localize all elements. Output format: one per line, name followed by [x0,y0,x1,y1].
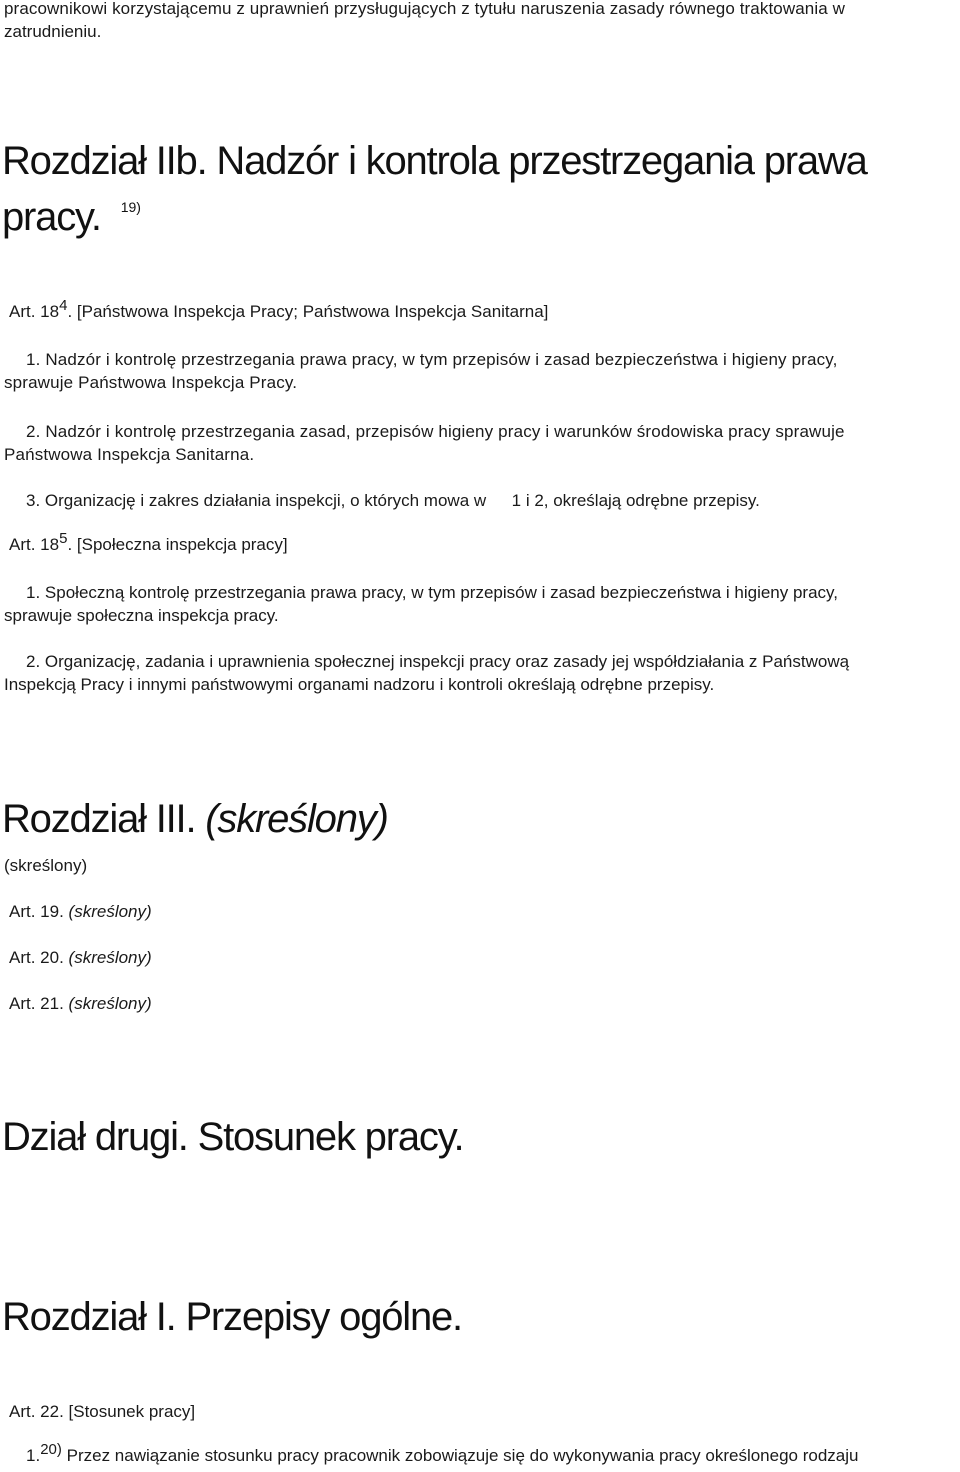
paragraph-text: Nadzór i kontrolę przestrzegania prawa pracy, w tym przepisów i zasad bezpieczeństwa i higieny pracy, [45,350,838,369]
article-number: Art. 19. [9,902,64,921]
paragraph-number: 2. [26,652,41,671]
paragraph [4,348,960,394]
article-heading [9,901,152,923]
intro-line-1: pracownikowi korzystającemu z uprawnień przysługujących z tytułu naruszenia zasady równego traktowania w [4,0,845,18]
paragraph-text: Organizację i zakres działania inspekcji, o których mowa w [44,491,487,510]
article-title: . [Społeczna inspekcja pracy] [67,535,288,554]
article-heading: Art. 22. [Stosunek pracy] [9,1402,196,1421]
deleted-note: (skreślony) [4,856,88,875]
article-deleted: (skreślony) [68,902,152,921]
article-heading [9,297,549,324]
chapter-title: Rozdział III. [2,797,196,841]
paragraph [4,650,960,696]
chapter-heading: Rozdział I. Przepisy ogólne. [2,1295,462,1339]
paragraph-text-cont: Inspekcją Pracy i innymi państwowymi organami nadzoru i kontroli określają odrębne przepisy. [4,675,715,694]
chapter-heading-line2: pracy. [2,195,101,239]
chapter-heading: Rozdział IIb. Nadzór i kontrola przestrzegania prawa [2,139,867,183]
paragraph-text-b: 1 i 2, określają odrębne przepisy. [511,491,760,510]
article-heading [9,530,288,557]
chapter-title-deleted: (skreślony) [205,797,388,841]
article-number: Art. 18 [9,302,60,321]
paragraph-text: Przez nawiązanie stosunku pracy pracownik zobowiązuje się do wykonywania pracy określonego rodzaju [66,1446,859,1465]
article-number: Art. 21. [9,994,64,1013]
paragraph-number: 3. [26,491,41,510]
article-deleted: (skreślony) [68,948,152,967]
chapter-heading [2,796,388,842]
article-title: . [Państwowa Inspekcja Pracy; Państwowa Inspekcja Sanitarna] [67,302,549,321]
division-heading: Dział drugi. Stosunek pracy. [2,1115,464,1159]
article-deleted: (skreślony) [68,994,152,1013]
paragraph [4,420,960,466]
intro-line-2: zatrudnieniu. [4,22,102,41]
article-heading [9,993,152,1015]
paragraph [4,1441,859,1468]
paragraph-text-cont: Państwowa Inspekcja Sanitarna. [4,445,255,464]
article-number: Art. 20. [9,948,64,967]
chapter-heading-cont [2,194,141,248]
paragraph-number: 2. [26,422,41,441]
footnote-ref[interactable]: 20) [40,1441,62,1458]
footnote-ref[interactable]: 19) [120,199,141,215]
paragraph-text: Organizację, zadania i uprawnienia społecznej inspekcji pracy oraz zasady jej współdziałania z Państwową [44,652,850,671]
paragraph-number: 1. [26,583,41,602]
paragraph [4,489,960,512]
paragraph-number: 1. [26,350,41,369]
paragraph-text: Nadzór i kontrolę przestrzegania zasad, przepisów higieny pracy i warunków środowiska pracy sprawuje [45,422,845,441]
article-heading [9,947,152,969]
paragraph [4,581,960,627]
paragraph-number: 1. [26,1446,41,1465]
paragraph-text-cont: sprawuje społeczna inspekcja pracy. [4,606,279,625]
paragraph-text: Społeczną kontrolę przestrzegania prawa pracy, w tym przepisów i zasad bezpieczeństwa i higieny pracy, [44,583,839,602]
article-number: Art. 18 [9,535,60,554]
paragraph-text-cont: sprawuje Państwowa Inspekcja Pracy. [4,373,298,392]
article-superscript: 4 [59,297,68,314]
article-superscript: 5 [59,530,68,547]
